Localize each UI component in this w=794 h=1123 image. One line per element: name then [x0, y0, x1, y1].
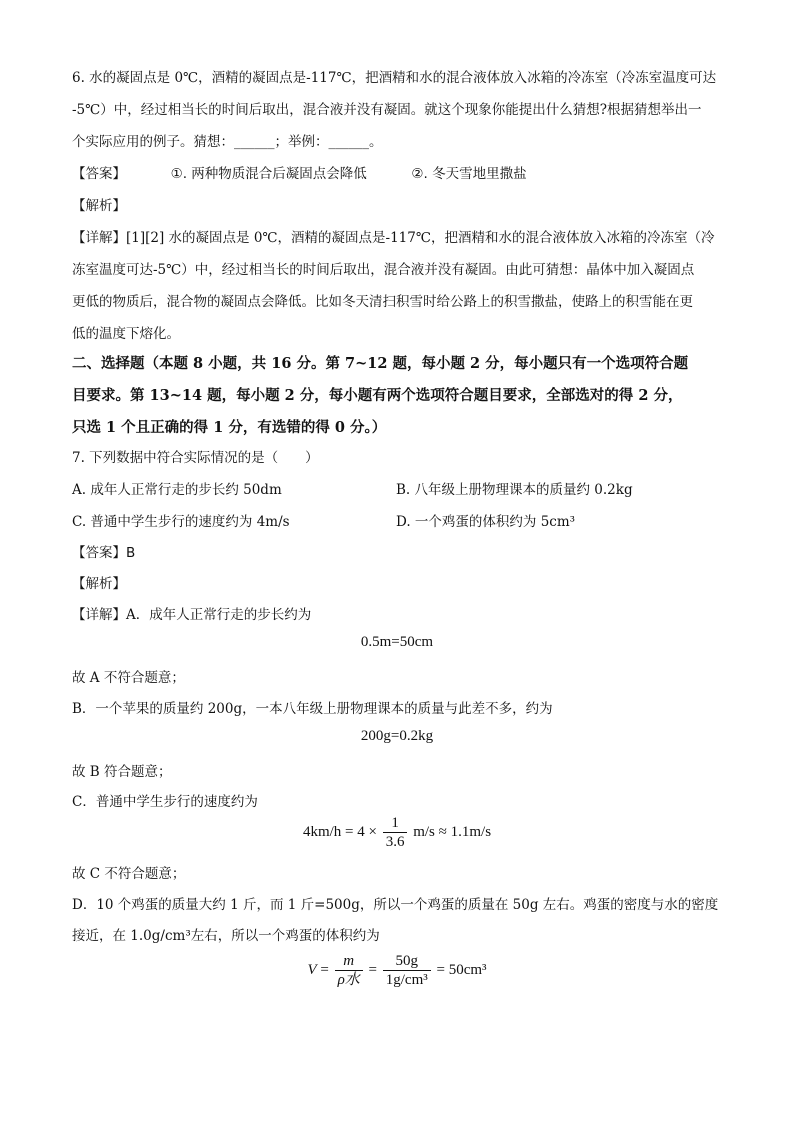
q7-option-b: B. 八年级上册物理课本的质量约 0.2kg: [396, 482, 633, 498]
q7-analysis-tag: 【解析】: [72, 576, 126, 592]
eq-d-result: = 50cm³: [432, 961, 487, 978]
q6-detail-line-4: 低的温度下熔化。: [72, 326, 180, 342]
section2-heading-line-3: 只选 1 个且正确的得 1 分，有选错的得 0 分。）: [72, 419, 387, 436]
eq-d-numerator-2: 50g: [383, 952, 431, 971]
eq-d-equals-2: =: [364, 961, 381, 978]
q6-analysis-tag: 【解析】: [72, 198, 126, 214]
q7-detail-a: 【详解】A．成年人正常行走的步长约为: [72, 607, 312, 623]
q7-equation-d: [0, 952, 794, 989]
answer-1-number: ①: [170, 166, 183, 182]
q7-equation-a: 0.5m=50cm: [360, 634, 434, 650]
q7-detail-d-line-2: 接近，在 1.0g/cm³左右，所以一个鸡蛋的体积约为: [72, 928, 380, 944]
q7-stem: 7. 下列数据中符合实际情况的是（ ）: [72, 450, 319, 466]
eq-d-denominator-1: ρ水: [337, 972, 360, 988]
q6-detail-line-1: 【详解】[1][2] 水的凝固点是 0℃，酒精的凝固点是-117℃，把酒精和水的混合液体放入冰箱的冷冻室（冷: [72, 230, 715, 246]
eq-d-v: V: [307, 961, 317, 978]
q6-detail-line-2: 冻室温度可达-5℃）中，经过相当长的时间后取出，混合液并没有凝固。由此可猜想：晶体中加入凝固点: [72, 262, 695, 278]
eq-c-left: 4km/h = 4 ×: [302, 823, 377, 840]
eq-c-numerator: 1: [383, 814, 408, 833]
eq-d-denominator-2: 1g/cm³: [385, 972, 428, 988]
q7-conclusion-b: 故 B 符合题意；: [72, 764, 172, 780]
eq-c-fraction: [383, 814, 408, 851]
eq-d-equals-1: =: [316, 961, 333, 978]
eq-d-numerator-1: m: [335, 952, 363, 971]
answer-2-number: ②: [411, 166, 424, 182]
q6-answer: [72, 162, 527, 182]
q7-conclusion-c: 故 C 不符合题意；: [72, 866, 186, 882]
q7-equation-b: 200g=0.2kg: [360, 728, 434, 744]
q6-detail-line-3: 更低的物质后，混合物的凝固点会降低。比如冬天清扫积雪时给公路上的积雪撒盐，使路上的积雪能在更: [72, 294, 693, 310]
q7-option-a: A. 成年人正常行走的步长约 50dm: [72, 482, 282, 498]
q6-stem-line-2: -5℃）中，经过相当长的时间后取出，混合液并没有凝固。就这个现象你能提出什么猜想?根据猜想举出一: [72, 102, 702, 118]
q7-option-d: D. 一个鸡蛋的体积约为 5cm³: [396, 514, 576, 530]
q7-conclusion-a: 故 A 不符合题意；: [72, 670, 185, 686]
section2-heading-line-2: 目要求。第 13~14 题，每小题 2 分，每小题有两个选项符合题目要求，全部选对的得 2 分，: [72, 387, 683, 404]
eq-d-fraction-1: [335, 952, 363, 989]
eq-d-fraction-2: [383, 952, 431, 989]
q7-option-c: C. 普通中学生步行的速度约为 4m/s: [72, 514, 290, 530]
answer-1-text: . 两种物质混合后凝固点会降低: [182, 166, 367, 182]
eq-c-right: m/s ≈ 1.1m/s: [413, 823, 492, 840]
q7-detail-c: C．普通中学生步行的速度约为: [72, 794, 258, 810]
q7-detail-d-line-1: D．10 个鸡蛋的质量大约 1 斤，而 1 斤=500g，所以一个鸡蛋的质量在 50g 左右。鸡蛋的密度与水的密度: [72, 897, 719, 913]
eq-c-denominator: 3.6: [385, 834, 405, 850]
q7-equation-c: [0, 814, 794, 851]
q7-detail-b: B．一个苹果的质量约 200g，一本八年级上册物理课本的质量与此差不多，约为: [72, 701, 553, 717]
q6-stem-line-1: 6. 水的凝固点是 0℃，酒精的凝固点是-117℃，把酒精和水的混合液体放入冰箱的冷冻室（冷冻室温度可达: [72, 70, 717, 86]
q6-stem-line-3: 个实际应用的例子。猜想：______；举例：______。: [72, 134, 383, 150]
answer-tag: 【答案】: [72, 166, 126, 182]
section2-heading-line-1: 二、选择题（本题 8 小题，共 16 分。第 7~12 题，每小题 2 分，每小题只有一个选项符合题: [72, 355, 689, 372]
q7-answer: 【答案】B: [72, 545, 136, 561]
answer-2-text: . 冬天雪地里撒盐: [423, 166, 527, 182]
